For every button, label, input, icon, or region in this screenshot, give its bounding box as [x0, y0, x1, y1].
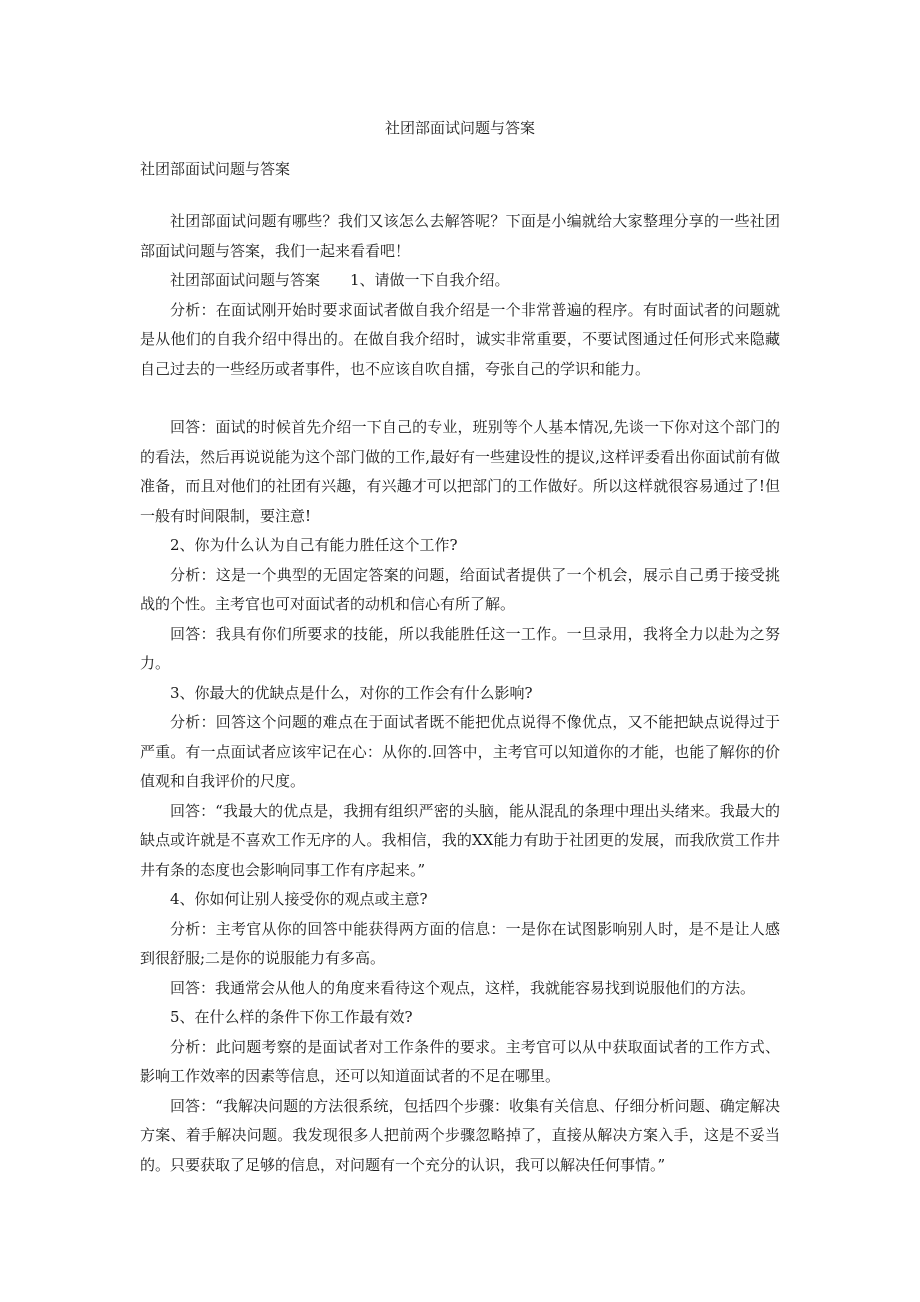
answer-paragraph: 回答：面试的时候首先介绍一下自己的专业，班别等个人基本情况,先谈一下你对这个部门的的看法，然后再说说能为这个部门做的工作,最好有一些建设性的提议,这样评委看出你面试前有做准备，而且对他们的社团有兴趣，有兴趣才可以把部门的工作做好。所以这样就很容易通过了!但一般有时间限制，要注意! [140, 418, 780, 525]
analysis-paragraph: 分析：此问题考察的是面试者对工作条件的要求。主考官可以从中获取面试者的工作方式、影响工作效率的因素等信息，还可以知道面试者的不足在哪里。 [140, 1037, 780, 1085]
analysis-paragraph: 分析：在面试刚开始时要求面试者做自我介绍是一个非常普遍的程序。有时面试者的问题就是从他们的自我介绍中得出的。在做自我介绍时，诚实非常重要，不要试图通过任何形式来隐藏自己过去的一些经历或者事件，也不应该自吹自擂，夸张自己的学识和能力。 [140, 300, 780, 378]
answer-paragraph: 回答：我具有你们所要求的技能，所以我能胜任这一工作。一旦录用，我将全力以赴为之努力。 [140, 624, 780, 672]
analysis-paragraph: 分析：回答这个问题的难点在于面试者既不能把优点说得不像优点，又不能把缺点说得过于严重。有一点面试者应该牢记在心：从你的.回答中，主考官可以知道你的才能，也能了解你的价值观和自我评价的尺度。 [140, 713, 780, 790]
question-heading: 社团部面试问题与答案 1、请做一下自我介绍。 [170, 271, 510, 289]
answer-paragraph: 回答：“我解决问题的方法很系统，包括四个步骤：收集有关信息、仔细分析问题、确定解决方案、着手解决问题。我发现很多人把前两个步骤忽略掉了，直接从解决方案入手，这是不妥当的。只要获取了足够的信息，对问题有一个充分的认识，我可以解决任何事情。” [140, 1096, 780, 1174]
question-heading: 3、你最大的优缺点是什么，对你的工作会有什么影响? [170, 683, 533, 702]
question-heading: 4、你如何让别人接受你的观点或主意? [170, 890, 428, 908]
answer-paragraph: 回答：“我最大的优点是，我拥有组织严密的头脑，能从混乱的条理中理出头绪来。我最大的缺点或许就是不喜欢工作无序的人。我相信，我的XX能力有助于社团更的发展，而我欣赏工作井井有条的态度也会影响同事工作有序起来。” [140, 801, 780, 879]
document-subtitle: 社团部面试问题与答案 [140, 160, 291, 178]
analysis-paragraph: 分析：这是一个典型的无固定答案的问题，给面试者提供了一个机会，展示自己勇于接受挑战的个性。主考官也可对面试者的动机和信心有所了解。 [140, 565, 780, 613]
document-title: 社团部面试问题与答案 [384, 119, 535, 137]
question-heading: 5、在什么样的条件下你工作最有效? [170, 1008, 413, 1026]
document-body [140, 207, 780, 1180]
question-heading: 2、你为什么认为自己有能力胜任这个工作? [170, 536, 458, 554]
analysis-paragraph: 分析：主考官从你的回答中能获得两方面的信息：一是你在试图影响别人时，是不是让人感到很舒服;二是你的说服能力有多高。 [140, 919, 780, 967]
answer-paragraph: 回答：我通常会从他人的角度来看待这个观点，这样，我就能容易找到说服他们的方法。 [170, 978, 756, 997]
paragraph-intro: 社团部面试问题有哪些？我们又该怎么去解答呢？下面是小编就给大家整理分享的一些社团部面试问题与答案，我们一起来看看吧！ [140, 212, 780, 260]
